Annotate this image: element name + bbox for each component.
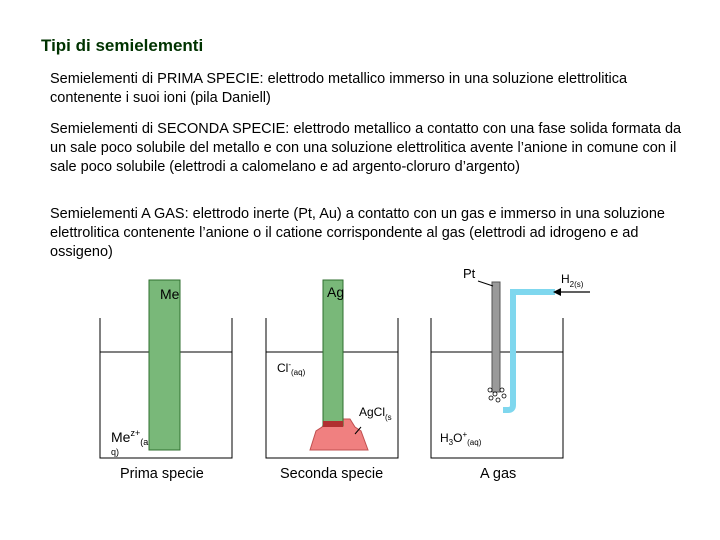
silver-chloride-cap xyxy=(323,421,343,427)
metal-electrode-label: Me xyxy=(160,286,180,302)
first-species-caption: Prima specie xyxy=(120,466,204,482)
platinum-pointer xyxy=(478,281,493,286)
second-species-description: Semielementi di SECONDA SPECIE: elettrodo metallico a contatto con una fase solida formata da un sale poco solubile del metallo e con una soluzione elettrolitica avente l’anione in comune con il sale poco solubile (elettrodi a calomelano e ad argento-cloruro d’argento) xyxy=(50,121,682,175)
gas-bubble xyxy=(502,394,506,398)
second-species-cell xyxy=(266,280,398,482)
gas-electrode-cell xyxy=(431,266,590,482)
hydrogen-gas-tube xyxy=(503,292,555,410)
page-title: Tipi di semielementi xyxy=(41,36,204,55)
gas-bubble xyxy=(489,396,493,400)
hydronium-ion-label: $H_3O^+_{(aq)}$ xyxy=(440,430,482,447)
first-species-cell xyxy=(100,280,232,482)
metal-ion-label: $Me^{z+}_{(a}$ xyxy=(111,428,149,447)
gas-bubble xyxy=(496,398,500,402)
hydrogen-gas-label: $H_{2(s)}$ xyxy=(561,272,584,289)
silver-electrode-label: Ag xyxy=(327,284,345,300)
metal-ion-state-tail: q) xyxy=(111,447,120,457)
gas-bubble xyxy=(493,392,497,396)
silver-chloride-label: AgCl$_{(s}$ xyxy=(359,405,392,422)
metal-electrode xyxy=(149,280,180,450)
gas-bubble xyxy=(488,388,492,392)
gas-electrode-description: Semielementi A GAS: elettrodo inerte (Pt, Au) a contatto con un gas e immerso in una soluzione elettrolitica contenente l’anione o il catione corrispondente al gas (elettrodi ad idrogeno e ad ossigeno) xyxy=(50,206,665,260)
gas-bubble xyxy=(500,388,504,392)
gas-electrode-caption: A gas xyxy=(480,466,517,482)
silver-electrode xyxy=(323,280,343,426)
chloride-ion-label: $Cl^-_{(aq)}$ xyxy=(277,360,306,377)
second-species-caption: Seconda specie xyxy=(280,466,384,482)
platinum-electrode xyxy=(492,282,500,392)
first-species-description: Semielementi di PRIMA SPECIE: elettrodo metallico immerso in una soluzione elettrolitica contenente i suoi ioni (pila Daniell) xyxy=(50,71,628,106)
platinum-label: Pt xyxy=(463,266,476,281)
